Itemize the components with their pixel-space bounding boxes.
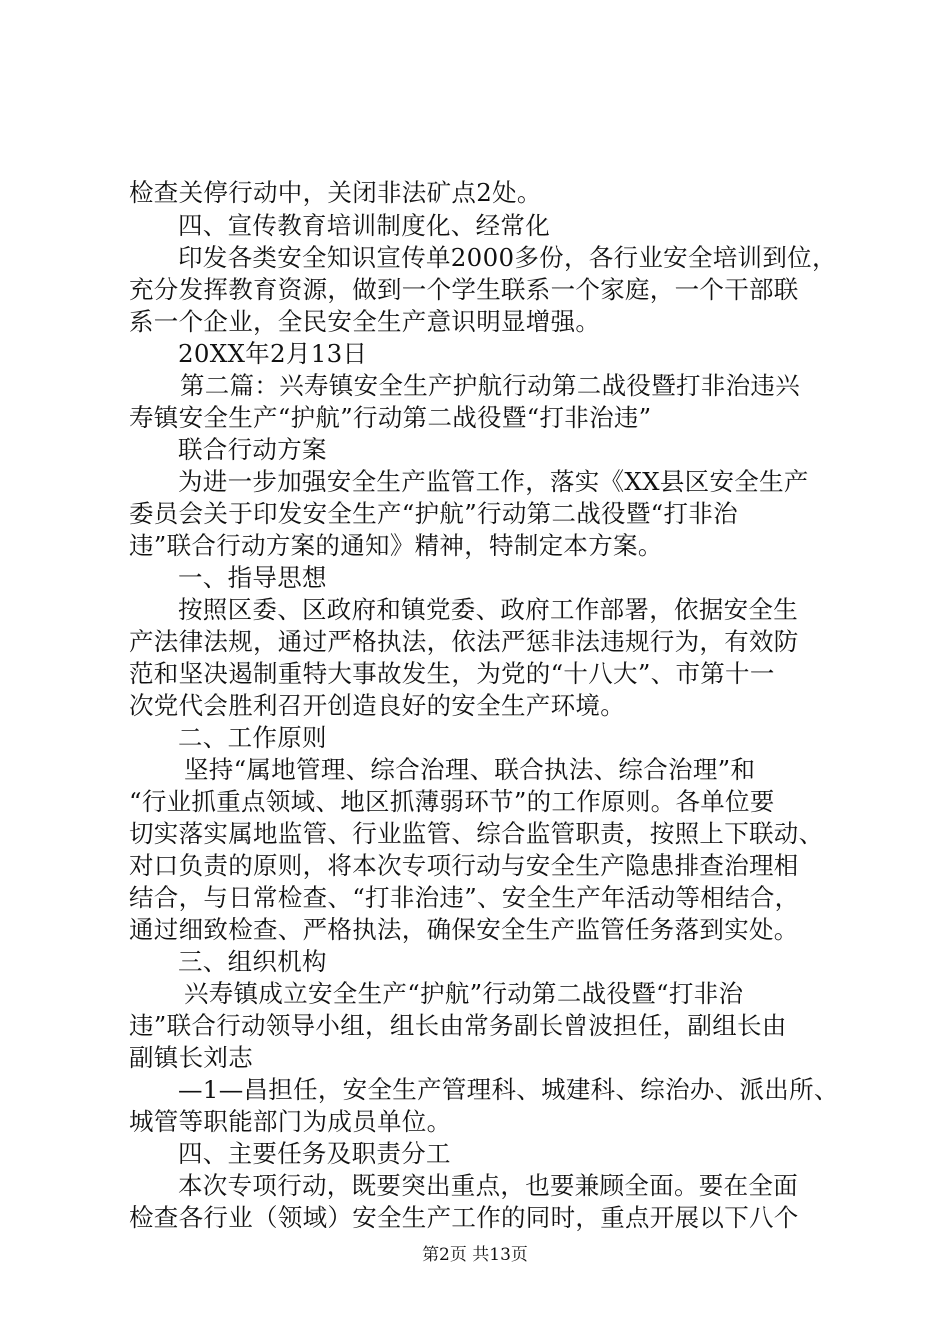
section-heading: 三、组织机构 xyxy=(178,947,327,976)
text-line: 坚持“属地管理、综合治理、联合执法、综合治理”和 xyxy=(184,755,756,784)
text-line: 本次专项行动，既要突出重点，也要兼顾全面。要在全面 xyxy=(178,1171,798,1200)
text-line: 次党代会胜利召开创造良好的安全生产环境。 xyxy=(129,691,625,720)
text-line: 城管等职能部门为成员单位。 xyxy=(129,1107,452,1136)
text-line: 检查关停行动中，关闭非法矿点2处。 xyxy=(129,178,542,207)
section-heading: 二、工作原则 xyxy=(178,723,327,752)
page-number: 第2页 共13页 xyxy=(422,1245,528,1265)
text-line: 系一个企业，全民安全生产意识明显增强。 xyxy=(129,307,601,336)
text-line: 印发各类安全知识宣传单2000多份，各行业安全培训到位， xyxy=(178,243,837,272)
text-line: 按照区委、区政府和镇党委、政府工作部署，依据安全生 xyxy=(178,595,798,624)
text-line: 结合，与日常检查、“打非治违”、安全生产年活动等相结合， xyxy=(129,883,800,912)
chapter-title: 联合行动方案 xyxy=(178,435,327,464)
text-line: 充分发挥教育资源，做到一个学生联系一个家庭，一个干部联 xyxy=(129,275,799,304)
text-line: “行业抓重点领域、地区抓薄弱环节”的工作原则。各单位要 xyxy=(129,787,775,816)
text-line: 切实落实属地监管、行业监管、综合监管职责，按照上下联动、 xyxy=(129,819,824,848)
section-heading: 四、主要任务及职责分工 xyxy=(178,1139,451,1168)
section-heading: 一、指导思想 xyxy=(178,563,327,592)
text-line: 副镇长刘志 xyxy=(129,1043,253,1072)
text-line: 违”联合行动领导小组，组长由常务副长曾波担任，副组长由 xyxy=(129,1011,787,1040)
text-line: 为进一步加强安全生产监管工作，落实《XX县区安全生产 xyxy=(178,467,809,496)
text-line: 违”联合行动方案的通知》精神，特制定本方案。 xyxy=(129,531,663,560)
text-line: —1—昌担任，安全生产管理科、城建科、综治办、派出所、 xyxy=(178,1075,839,1104)
chapter-title: 第二篇：兴寿镇安全生产护航行动第二战役暨打非治违兴 xyxy=(180,371,800,400)
text-line: 范和坚决遏制重特大事故发生，为党的“十八大”、市第十一 xyxy=(129,659,775,688)
date-line: 20XX年2月13日 xyxy=(178,339,368,368)
text-line: 产法律法规，通过严格执法，依法严惩非法违规行为，有效防 xyxy=(129,627,799,656)
section-heading: 四、宣传教育培训制度化、经常化 xyxy=(178,211,550,240)
text-line: 检查各行业（领域）安全生产工作的同时，重点开展以下八个 xyxy=(129,1203,799,1232)
text-line: 对口负责的原则，将本次专项行动与安全生产隐患排查治理相 xyxy=(129,851,799,880)
text-line: 兴寿镇成立安全生产“护航”行动第二战役暨“打非治 xyxy=(184,979,744,1008)
chapter-title: 寿镇安全生产“护航”行动第二战役暨“打非治违” xyxy=(129,403,652,432)
text-line: 委员会关于印发安全生产“护航”行动第二战役暨“打非治 xyxy=(129,499,738,528)
text-line: 通过细致检查、严格执法，确保安全生产监管任务落到实处。 xyxy=(129,915,799,944)
